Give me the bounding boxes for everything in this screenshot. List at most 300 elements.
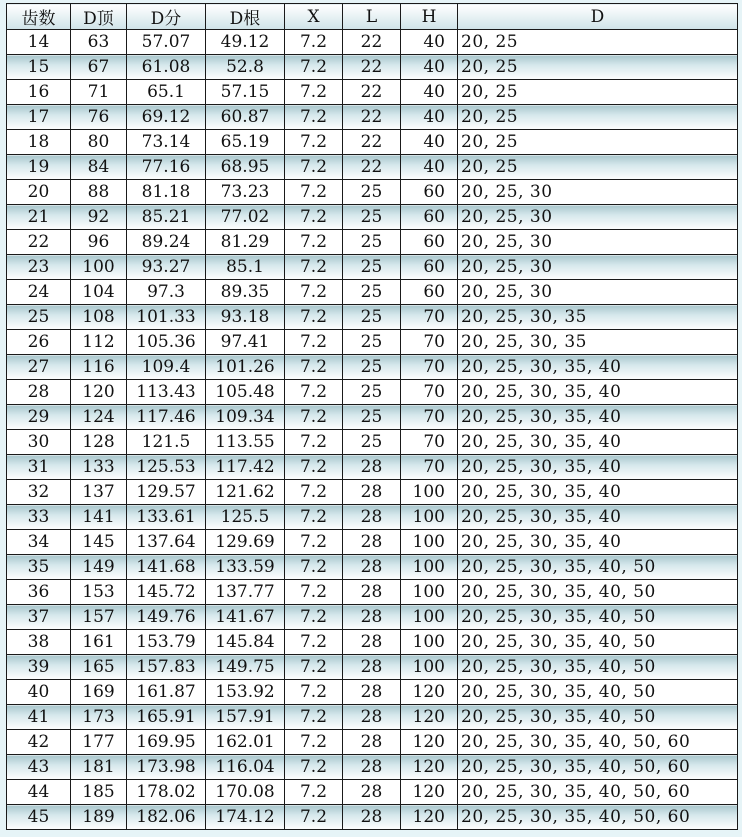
cell-d-tip: 189: [71, 805, 127, 830]
cell-l: 25: [343, 380, 401, 405]
cell-x: 7.2: [285, 255, 343, 280]
cell-d-root: 121.62: [206, 480, 285, 505]
cell-l: 28: [343, 655, 401, 680]
cell-l: 28: [343, 755, 401, 780]
cell-bore-d: 20, 25, 30, 35, 40, 50: [458, 555, 738, 580]
table-row: [7, 555, 738, 580]
cell-h: 40: [401, 105, 458, 130]
cell-x: 7.2: [285, 130, 343, 155]
cell-teeth: 37: [7, 605, 71, 630]
cell-bore-d: 20, 25, 30: [458, 205, 738, 230]
cell-h: 60: [401, 180, 458, 205]
cell-d-pitch: 81.18: [127, 180, 206, 205]
cell-h: 70: [401, 430, 458, 455]
cell-d-tip: 88: [71, 180, 127, 205]
cell-bore-d: 20, 25, 30: [458, 230, 738, 255]
cell-d-pitch: 153.79: [127, 630, 206, 655]
cell-bore-d: 20, 25: [458, 80, 738, 105]
cell-d-pitch: 182.06: [127, 805, 206, 830]
cell-bore-d: 20, 25, 30, 35, 40: [458, 480, 738, 505]
table-row: [7, 305, 738, 330]
cell-d-root: 49.12: [206, 30, 285, 55]
cell-h: 120: [401, 730, 458, 755]
cell-teeth: 41: [7, 705, 71, 730]
table-row: [7, 105, 738, 130]
cell-h: 120: [401, 780, 458, 805]
cell-teeth: 15: [7, 55, 71, 80]
cell-bore-d: 20, 25: [458, 55, 738, 80]
cell-x: 7.2: [285, 680, 343, 705]
cell-d-root: 162.01: [206, 730, 285, 755]
cell-d-root: 101.26: [206, 355, 285, 380]
cell-l: 25: [343, 405, 401, 430]
cell-d-pitch: 145.72: [127, 580, 206, 605]
cell-d-root: 129.69: [206, 530, 285, 555]
cell-d-tip: 153: [71, 580, 127, 605]
cell-d-tip: 124: [71, 405, 127, 430]
table-row: [7, 230, 738, 255]
cell-h: 40: [401, 80, 458, 105]
cell-d-tip: 145: [71, 530, 127, 555]
cell-bore-d: 20, 25: [458, 155, 738, 180]
cell-d-tip: 181: [71, 755, 127, 780]
cell-d-root: 153.92: [206, 680, 285, 705]
cell-teeth: 19: [7, 155, 71, 180]
cell-bore-d: 20, 25, 30, 35, 40: [458, 505, 738, 530]
cell-d-pitch: 93.27: [127, 255, 206, 280]
cell-bore-d: 20, 25, 30, 35, 40, 50, 60: [458, 730, 738, 755]
cell-l: 28: [343, 780, 401, 805]
cell-d-root: 145.84: [206, 630, 285, 655]
cell-d-pitch: 97.3: [127, 280, 206, 305]
cell-h: 70: [401, 305, 458, 330]
cell-x: 7.2: [285, 155, 343, 180]
cell-bore-d: 20, 25, 30: [458, 280, 738, 305]
cell-d-tip: 112: [71, 330, 127, 355]
cell-d-pitch: 141.68: [127, 555, 206, 580]
cell-teeth: 40: [7, 680, 71, 705]
cell-d-tip: 84: [71, 155, 127, 180]
cell-bore-d: 20, 25, 30, 35, 40: [458, 530, 738, 555]
cell-l: 28: [343, 605, 401, 630]
cell-d-root: 105.48: [206, 380, 285, 405]
cell-x: 7.2: [285, 805, 343, 830]
cell-d-root: 97.41: [206, 330, 285, 355]
cell-teeth: 22: [7, 230, 71, 255]
cell-teeth: 18: [7, 130, 71, 155]
cell-x: 7.2: [285, 430, 343, 455]
cell-bore-d: 20, 25, 30, 35, 40, 50: [458, 705, 738, 730]
cell-l: 28: [343, 680, 401, 705]
cell-teeth: 20: [7, 180, 71, 205]
cell-teeth: 33: [7, 505, 71, 530]
cell-d-tip: 96: [71, 230, 127, 255]
cell-d-pitch: 169.95: [127, 730, 206, 755]
cell-d-root: 170.08: [206, 780, 285, 805]
cell-l: 22: [343, 105, 401, 130]
table-row: [7, 705, 738, 730]
cell-l: 22: [343, 155, 401, 180]
table-row: [7, 205, 738, 230]
cell-x: 7.2: [285, 280, 343, 305]
header-h: H: [401, 4, 458, 30]
cell-x: 7.2: [285, 530, 343, 555]
cell-l: 25: [343, 330, 401, 355]
cell-x: 7.2: [285, 580, 343, 605]
cell-d-root: 117.42: [206, 455, 285, 480]
cell-d-tip: 116: [71, 355, 127, 380]
table-row: [7, 580, 738, 605]
cell-d-root: 133.59: [206, 555, 285, 580]
cell-x: 7.2: [285, 630, 343, 655]
cell-bore-d: 20, 25, 30, 35, 40, 50: [458, 580, 738, 605]
cell-teeth: 32: [7, 480, 71, 505]
cell-bore-d: 20, 25: [458, 30, 738, 55]
cell-d-pitch: 133.61: [127, 505, 206, 530]
cell-bore-d: 20, 25, 30, 35, 40, 50, 60: [458, 780, 738, 805]
cell-l: 28: [343, 630, 401, 655]
cell-bore-d: 20, 25, 30: [458, 255, 738, 280]
header-d-root: D根: [206, 4, 285, 30]
cell-x: 7.2: [285, 505, 343, 530]
cell-d-root: 73.23: [206, 180, 285, 205]
table-row: [7, 30, 738, 55]
cell-bore-d: 20, 25, 30, 35, 40, 50: [458, 655, 738, 680]
cell-x: 7.2: [285, 30, 343, 55]
cell-l: 25: [343, 430, 401, 455]
cell-h: 40: [401, 130, 458, 155]
cell-h: 100: [401, 630, 458, 655]
cell-x: 7.2: [285, 655, 343, 680]
cell-h: 60: [401, 230, 458, 255]
cell-h: 60: [401, 205, 458, 230]
cell-d-tip: 173: [71, 705, 127, 730]
cell-d-tip: 76: [71, 105, 127, 130]
cell-x: 7.2: [285, 305, 343, 330]
cell-d-pitch: 137.64: [127, 530, 206, 555]
cell-d-pitch: 161.87: [127, 680, 206, 705]
cell-h: 60: [401, 255, 458, 280]
cell-h: 120: [401, 805, 458, 830]
cell-l: 28: [343, 580, 401, 605]
cell-bore-d: 20, 25, 30, 35, 40: [458, 405, 738, 430]
cell-teeth: 38: [7, 630, 71, 655]
cell-d-pitch: 129.57: [127, 480, 206, 505]
table-row: [7, 680, 738, 705]
cell-d-pitch: 101.33: [127, 305, 206, 330]
cell-teeth: 31: [7, 455, 71, 480]
cell-x: 7.2: [285, 80, 343, 105]
cell-l: 25: [343, 305, 401, 330]
table-row: [7, 430, 738, 455]
cell-d-root: 85.1: [206, 255, 285, 280]
cell-l: 22: [343, 30, 401, 55]
cell-l: 28: [343, 730, 401, 755]
table-row: [7, 280, 738, 305]
cell-d-root: 125.5: [206, 505, 285, 530]
cell-d-root: 174.12: [206, 805, 285, 830]
cell-h: 100: [401, 580, 458, 605]
cell-teeth: 35: [7, 555, 71, 580]
cell-d-pitch: 165.91: [127, 705, 206, 730]
cell-l: 28: [343, 705, 401, 730]
cell-bore-d: 20, 25: [458, 105, 738, 130]
cell-teeth: 29: [7, 405, 71, 430]
cell-teeth: 39: [7, 655, 71, 680]
table-row: [7, 330, 738, 355]
cell-h: 120: [401, 755, 458, 780]
table-row: [7, 755, 738, 780]
cell-l: 22: [343, 130, 401, 155]
cell-teeth: 45: [7, 805, 71, 830]
cell-d-tip: 100: [71, 255, 127, 280]
table-row: [7, 405, 738, 430]
header-l: L: [343, 4, 401, 30]
table-row: [7, 80, 738, 105]
cell-l: 25: [343, 355, 401, 380]
cell-x: 7.2: [285, 455, 343, 480]
cell-l: 22: [343, 80, 401, 105]
cell-h: 100: [401, 505, 458, 530]
cell-d-tip: 133: [71, 455, 127, 480]
cell-d-tip: 104: [71, 280, 127, 305]
cell-d-root: 57.15: [206, 80, 285, 105]
table-row: [7, 655, 738, 680]
cell-d-pitch: 117.46: [127, 405, 206, 430]
cell-x: 7.2: [285, 780, 343, 805]
cell-l: 25: [343, 230, 401, 255]
cell-bore-d: 20, 25, 30, 35: [458, 330, 738, 355]
table-row: [7, 180, 738, 205]
cell-teeth: 34: [7, 530, 71, 555]
cell-h: 70: [401, 355, 458, 380]
cell-d-root: 89.35: [206, 280, 285, 305]
cell-d-pitch: 105.36: [127, 330, 206, 355]
cell-x: 7.2: [285, 205, 343, 230]
cell-d-pitch: 69.12: [127, 105, 206, 130]
cell-d-pitch: 85.21: [127, 205, 206, 230]
cell-bore-d: 20, 25, 30, 35, 40, 50: [458, 630, 738, 655]
cell-teeth: 17: [7, 105, 71, 130]
cell-h: 100: [401, 530, 458, 555]
cell-l: 25: [343, 280, 401, 305]
table-row: [7, 780, 738, 805]
cell-bore-d: 20, 25, 30, 35, 40, 50: [458, 680, 738, 705]
cell-x: 7.2: [285, 555, 343, 580]
cell-x: 7.2: [285, 380, 343, 405]
cell-bore-d: 20, 25, 30, 35, 40: [458, 355, 738, 380]
cell-d-tip: 92: [71, 205, 127, 230]
cell-l: 28: [343, 530, 401, 555]
header-teeth: 齿数: [7, 4, 71, 30]
cell-h: 100: [401, 655, 458, 680]
cell-d-pitch: 61.08: [127, 55, 206, 80]
cell-d-pitch: 121.5: [127, 430, 206, 455]
cell-teeth: 26: [7, 330, 71, 355]
cell-x: 7.2: [285, 230, 343, 255]
header-d-pitch: D分: [127, 4, 206, 30]
cell-x: 7.2: [285, 180, 343, 205]
cell-d-pitch: 125.53: [127, 455, 206, 480]
cell-d-pitch: 65.1: [127, 80, 206, 105]
cell-h: 100: [401, 605, 458, 630]
cell-teeth: 16: [7, 80, 71, 105]
cell-bore-d: 20, 25, 30, 35, 40: [458, 430, 738, 455]
cell-d-root: 60.87: [206, 105, 285, 130]
table-row: [7, 530, 738, 555]
table-row: [7, 355, 738, 380]
header-x: X: [285, 4, 343, 30]
cell-teeth: 14: [7, 30, 71, 55]
cell-d-pitch: 113.43: [127, 380, 206, 405]
cell-h: 60: [401, 280, 458, 305]
table-row: [7, 130, 738, 155]
cell-h: 70: [401, 405, 458, 430]
cell-teeth: 25: [7, 305, 71, 330]
cell-teeth: 28: [7, 380, 71, 405]
cell-d-root: 157.91: [206, 705, 285, 730]
header-row: [7, 4, 738, 30]
cell-l: 28: [343, 455, 401, 480]
cell-x: 7.2: [285, 730, 343, 755]
cell-teeth: 36: [7, 580, 71, 605]
table-row: [7, 480, 738, 505]
cell-d-pitch: 109.4: [127, 355, 206, 380]
cell-d-root: 52.8: [206, 55, 285, 80]
cell-l: 28: [343, 555, 401, 580]
cell-d-pitch: 157.83: [127, 655, 206, 680]
cell-teeth: 27: [7, 355, 71, 380]
cell-d-pitch: 77.16: [127, 155, 206, 180]
cell-bore-d: 20, 25, 30, 35, 40: [458, 380, 738, 405]
cell-x: 7.2: [285, 55, 343, 80]
cell-l: 22: [343, 55, 401, 80]
table-row: [7, 505, 738, 530]
cell-teeth: 44: [7, 780, 71, 805]
cell-d-pitch: 73.14: [127, 130, 206, 155]
cell-d-tip: 80: [71, 130, 127, 155]
cell-x: 7.2: [285, 705, 343, 730]
cell-h: 100: [401, 480, 458, 505]
cell-d-tip: 63: [71, 30, 127, 55]
cell-x: 7.2: [285, 605, 343, 630]
cell-h: 40: [401, 55, 458, 80]
cell-d-tip: 177: [71, 730, 127, 755]
cell-bore-d: 20, 25, 30: [458, 180, 738, 205]
cell-teeth: 21: [7, 205, 71, 230]
cell-h: 120: [401, 680, 458, 705]
cell-teeth: 30: [7, 430, 71, 455]
cell-bore-d: 20, 25, 30, 35, 40, 50: [458, 605, 738, 630]
cell-d-tip: 120: [71, 380, 127, 405]
table-body: [7, 30, 738, 830]
cell-teeth: 24: [7, 280, 71, 305]
cell-h: 70: [401, 330, 458, 355]
cell-l: 28: [343, 805, 401, 830]
cell-x: 7.2: [285, 105, 343, 130]
cell-d-tip: 137: [71, 480, 127, 505]
cell-d-root: 77.02: [206, 205, 285, 230]
cell-teeth: 23: [7, 255, 71, 280]
cell-d-tip: 71: [71, 80, 127, 105]
table-row: [7, 605, 738, 630]
cell-d-root: 68.95: [206, 155, 285, 180]
cell-d-tip: 185: [71, 780, 127, 805]
cell-d-root: 65.19: [206, 130, 285, 155]
cell-bore-d: 20, 25, 30, 35, 40, 50, 60: [458, 755, 738, 780]
cell-d-root: 141.67: [206, 605, 285, 630]
gear-spec-table-container: [6, 3, 737, 830]
cell-d-tip: 149: [71, 555, 127, 580]
cell-x: 7.2: [285, 330, 343, 355]
cell-bore-d: 20, 25, 30, 35, 40, 50, 60: [458, 805, 738, 830]
table-row: [7, 630, 738, 655]
cell-teeth: 42: [7, 730, 71, 755]
cell-d-tip: 141: [71, 505, 127, 530]
cell-l: 28: [343, 505, 401, 530]
cell-bore-d: 20, 25: [458, 130, 738, 155]
table-row: [7, 805, 738, 830]
cell-h: 40: [401, 30, 458, 55]
cell-d-root: 81.29: [206, 230, 285, 255]
header-bore-d: D: [458, 4, 738, 30]
cell-x: 7.2: [285, 480, 343, 505]
table-row: [7, 455, 738, 480]
table-row: [7, 55, 738, 80]
cell-bore-d: 20, 25, 30, 35, 40: [458, 455, 738, 480]
cell-d-pitch: 173.98: [127, 755, 206, 780]
cell-l: 28: [343, 480, 401, 505]
cell-l: 25: [343, 255, 401, 280]
cell-teeth: 43: [7, 755, 71, 780]
cell-h: 40: [401, 155, 458, 180]
cell-x: 7.2: [285, 755, 343, 780]
cell-d-tip: 161: [71, 630, 127, 655]
cell-bore-d: 20, 25, 30, 35: [458, 305, 738, 330]
table-row: [7, 255, 738, 280]
cell-d-tip: 108: [71, 305, 127, 330]
cell-d-pitch: 89.24: [127, 230, 206, 255]
table-row: [7, 155, 738, 180]
cell-d-tip: 169: [71, 680, 127, 705]
cell-l: 25: [343, 180, 401, 205]
cell-x: 7.2: [285, 355, 343, 380]
cell-d-root: 137.77: [206, 580, 285, 605]
table-row: [7, 380, 738, 405]
cell-d-pitch: 149.76: [127, 605, 206, 630]
header-d-tip: D顶: [71, 4, 127, 30]
cell-d-pitch: 178.02: [127, 780, 206, 805]
cell-h: 70: [401, 455, 458, 480]
cell-h: 120: [401, 705, 458, 730]
cell-x: 7.2: [285, 405, 343, 430]
cell-d-root: 149.75: [206, 655, 285, 680]
cell-l: 25: [343, 205, 401, 230]
cell-d-root: 116.04: [206, 755, 285, 780]
cell-d-tip: 157: [71, 605, 127, 630]
cell-d-pitch: 57.07: [127, 30, 206, 55]
cell-d-root: 93.18: [206, 305, 285, 330]
cell-h: 70: [401, 380, 458, 405]
cell-d-root: 109.34: [206, 405, 285, 430]
cell-d-tip: 128: [71, 430, 127, 455]
cell-h: 100: [401, 555, 458, 580]
cell-d-tip: 165: [71, 655, 127, 680]
gear-spec-table: [6, 3, 738, 830]
cell-d-root: 113.55: [206, 430, 285, 455]
cell-d-tip: 67: [71, 55, 127, 80]
table-row: [7, 730, 738, 755]
